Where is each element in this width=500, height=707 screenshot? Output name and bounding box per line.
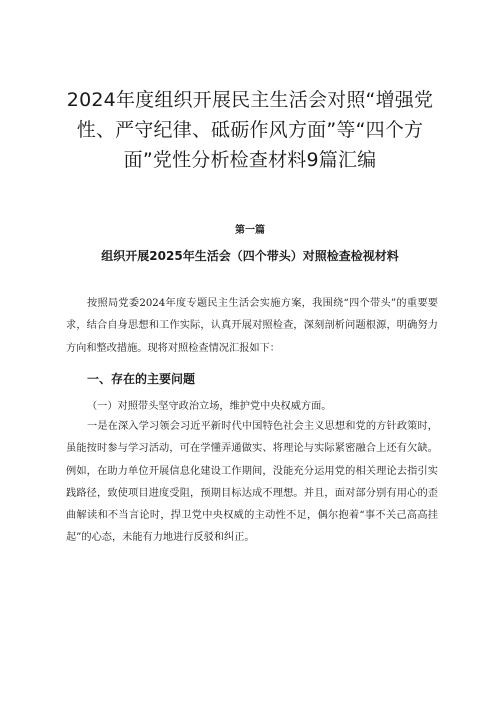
chapter-title: 组织开展2025年生活会（四个带头）对照检查检视材料 [101, 249, 399, 263]
body-paragraph: 一是在深入学习领会习近平新时代中国特色社会主义思想和党的方针政策时，虽能按时参与学习活动，可在学懂弄通做实、将理论与实际紧密融合上还有欠缺。例如，在助力单位开展信息化建设工作期间，没能充分运用党的相关理论去指引实践路径，致使项目进度受阻，预期目标达成不理想。并且，面对部分别有用心的歪曲解读和不当言论时，捍卫党中央权威的主动性不足，偶尔抱着“事不关己高高挂起”的心态，未能有力地进行反驳和纠正。 [66, 421, 438, 544]
subsection-heading: （一）对照带头坚守政治立场，维护党中央权威方面。 [87, 401, 332, 412]
chapter-label: 第一篇 [235, 225, 265, 236]
document-title: 2024年度组织开展民主生活会对照“增强党性、严守纪律、砥砺作风方面”等“四个方面”党性分析检查材料9篇汇编 [66, 89, 434, 171]
section-heading: 一、存在的主要问题 [87, 372, 196, 386]
intro-paragraph: 按照局党委2024年度专题民主生活会实施方案，我围绕“四个带头”的重要要求，结合自身思想和工作实际，认真开展对照检查，深刻剖析问题根源，明确努力方向和整改措施。现将对照检查情况汇报如下： [66, 298, 438, 354]
